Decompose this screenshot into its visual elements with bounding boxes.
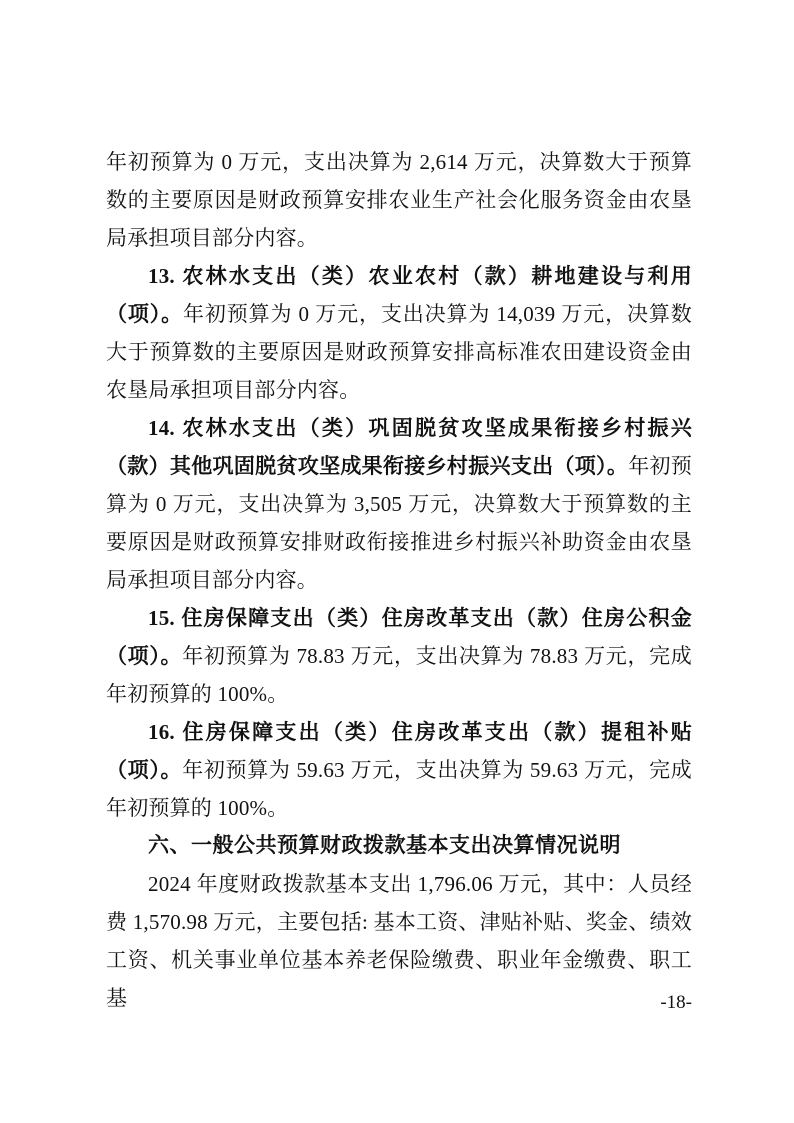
item-15-title: 15. 住房保障支出（类）住房改革支出（款）住房公积金（项）。 [106,606,692,668]
item-14-title: 14. 农林水支出（类）巩固脱贫攻坚成果衔接乡村振兴（款）其他巩固脱贫攻坚成果衔接乡村振兴支出（项）。 [106,416,692,478]
paragraph-continuation: 年初预算为 0 万元，支出决算为 2,614 万元，决算数大于预算数的主要原因是财政预算安排农业生产社会化服务资金由农垦局承担项目部分内容。 [106,150,692,250]
item-14-text: 年初预算为 0 万元，支出决算为 3,505 万元，决算数大于预算数的主要原因是财政预算安排财政衔接推进乡村振兴补助资金由农垦局承担项目部分内容。 [106,454,693,592]
paragraph-item-15 [106,599,692,713]
item-16-text: 年初预算为 59.63 万元，支出决算为 59.63 万元，完成年初预算的 100%。 [106,758,692,820]
item-13-text: 年初预算为 0 万元，支出决算为 14,039 万元，决算数大于预算数的主要原因是财政预算安排高标准农田建设资金由农垦局承担项目部分内容。 [106,302,692,402]
item-15-text: 年初预算为 78.83 万元，支出决算为 78.83 万元，完成年初预算的 100%。 [106,644,692,706]
paragraph-item-16 [106,713,692,827]
page-number: -18- [660,992,692,1013]
paragraph-item-14 [106,409,692,599]
paragraph-item-13 [106,257,692,409]
section-6-heading: 六、一般公共预算财政拨款基本支出决算情况说明 [148,834,621,857]
item-16-title: 16. 住房保障支出（类）住房改革支出（款）提租补贴（项）。 [106,720,692,782]
page-content [106,143,692,1017]
item-13-title: 13. 农林水支出（类）农业农村（款）耕地建设与利用（项）。 [106,264,692,326]
paragraph-basic-expenditure: 2024 年度财政拨款基本支出 1,796.06 万元，其中：人员经费 1,570.98 万元，主要包括: 基本工资、津贴补贴、奖金、绩效工资、机关事业单位基本养老保险缴费、职业年金缴费、职工基 [106,872,692,1010]
